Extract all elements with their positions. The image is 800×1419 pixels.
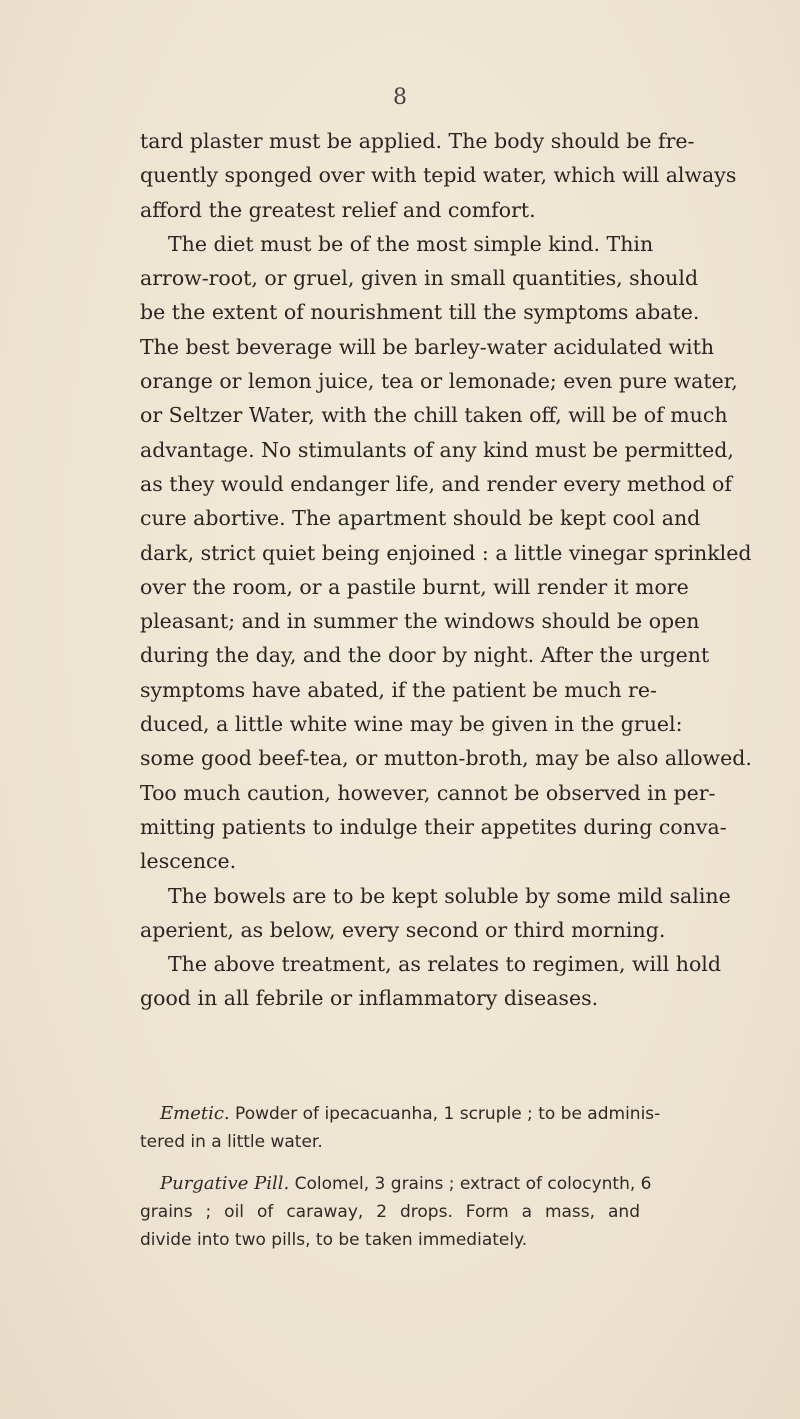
- text-line: symptoms have abated, if the patient be much re-: [140, 677, 657, 702]
- text-line: as they would endanger life, and render every method of: [140, 471, 732, 496]
- text-line: The best beverage will be barley-water acidulated with: [140, 334, 715, 359]
- recipe-line: divide into two pills, to be taken immediately.: [140, 1230, 528, 1250]
- text-line: afford the greatest relief and comfort.: [140, 197, 536, 222]
- text-line: some good beef-tea, or mutton-broth, may be also allowed.: [140, 746, 752, 771]
- text-line: be the extent of nourishment till the symptoms abate.: [140, 300, 700, 325]
- page-number: 8: [393, 85, 407, 110]
- text-line: advantage. No stimulants of any kind must be permitted,: [140, 437, 734, 462]
- body-text: [140, 124, 752, 1016]
- text-line: The bowels are to be kept soluble by some mild saline: [168, 883, 731, 908]
- text-line: during the day, and the door by night. After the urgent: [140, 643, 710, 668]
- recipe-emetic: [140, 1100, 661, 1156]
- text-line: cure abortive. The apartment should be kept cool and: [140, 506, 701, 531]
- text-line: or Seltzer Water, with the chill taken off, will be of much: [140, 403, 728, 428]
- text-line: lescence.: [140, 849, 237, 874]
- text-line: over the room, or a pastile burnt, will render it more: [140, 574, 689, 599]
- recipe-line: [140, 1170, 652, 1198]
- text-line: The diet must be of the most simple kind. Thin: [168, 231, 654, 256]
- text-line: tard plaster must be applied. The body should be fre-: [140, 129, 695, 153]
- text-line: The above treatment, as relates to regimen, will hold: [168, 952, 721, 977]
- recipe-title: Purgative Pill.: [160, 1173, 290, 1194]
- text-line: duced, a little white wine may be given in the gruel:: [140, 712, 683, 737]
- text-line: pleasant; and in summer the windows should be open: [140, 609, 700, 634]
- text-line: Too much caution, however, cannot be observed in per-: [140, 780, 716, 805]
- text-line: good in all febrile or inflammatory diseases.: [140, 986, 599, 1011]
- recipe-line: [140, 1100, 661, 1128]
- text-line: orange or lemon juice, tea or lemonade; even pure water,: [140, 369, 738, 394]
- text-line: mitting patients to indulge their appetites during conva-: [140, 814, 727, 839]
- recipe-text: Colomel, 3 grains ; extract of colocynth, 6: [289, 1174, 652, 1194]
- text-line: dark, strict quiet being enjoined : a little vinegar sprinkled: [140, 540, 752, 565]
- recipe-purgative-pill: [140, 1170, 652, 1254]
- text-line: quently sponged over with tepid water, which will always: [140, 163, 737, 188]
- recipe-title: Emetic.: [160, 1103, 230, 1124]
- recipe-line: grains ; oil of caraway, 2 drops. Form a mass, and: [140, 1202, 640, 1222]
- text-line: aperient, as below, every second or third morning.: [140, 917, 666, 942]
- text-line: arrow-root, or gruel, given in small quantities, should: [140, 266, 699, 291]
- recipes: [140, 1100, 661, 1268]
- recipe-text: Powder of ipecacuanha, 1 scruple ; to be adminis-: [229, 1104, 661, 1124]
- recipe-line: tered in a little water.: [140, 1132, 323, 1152]
